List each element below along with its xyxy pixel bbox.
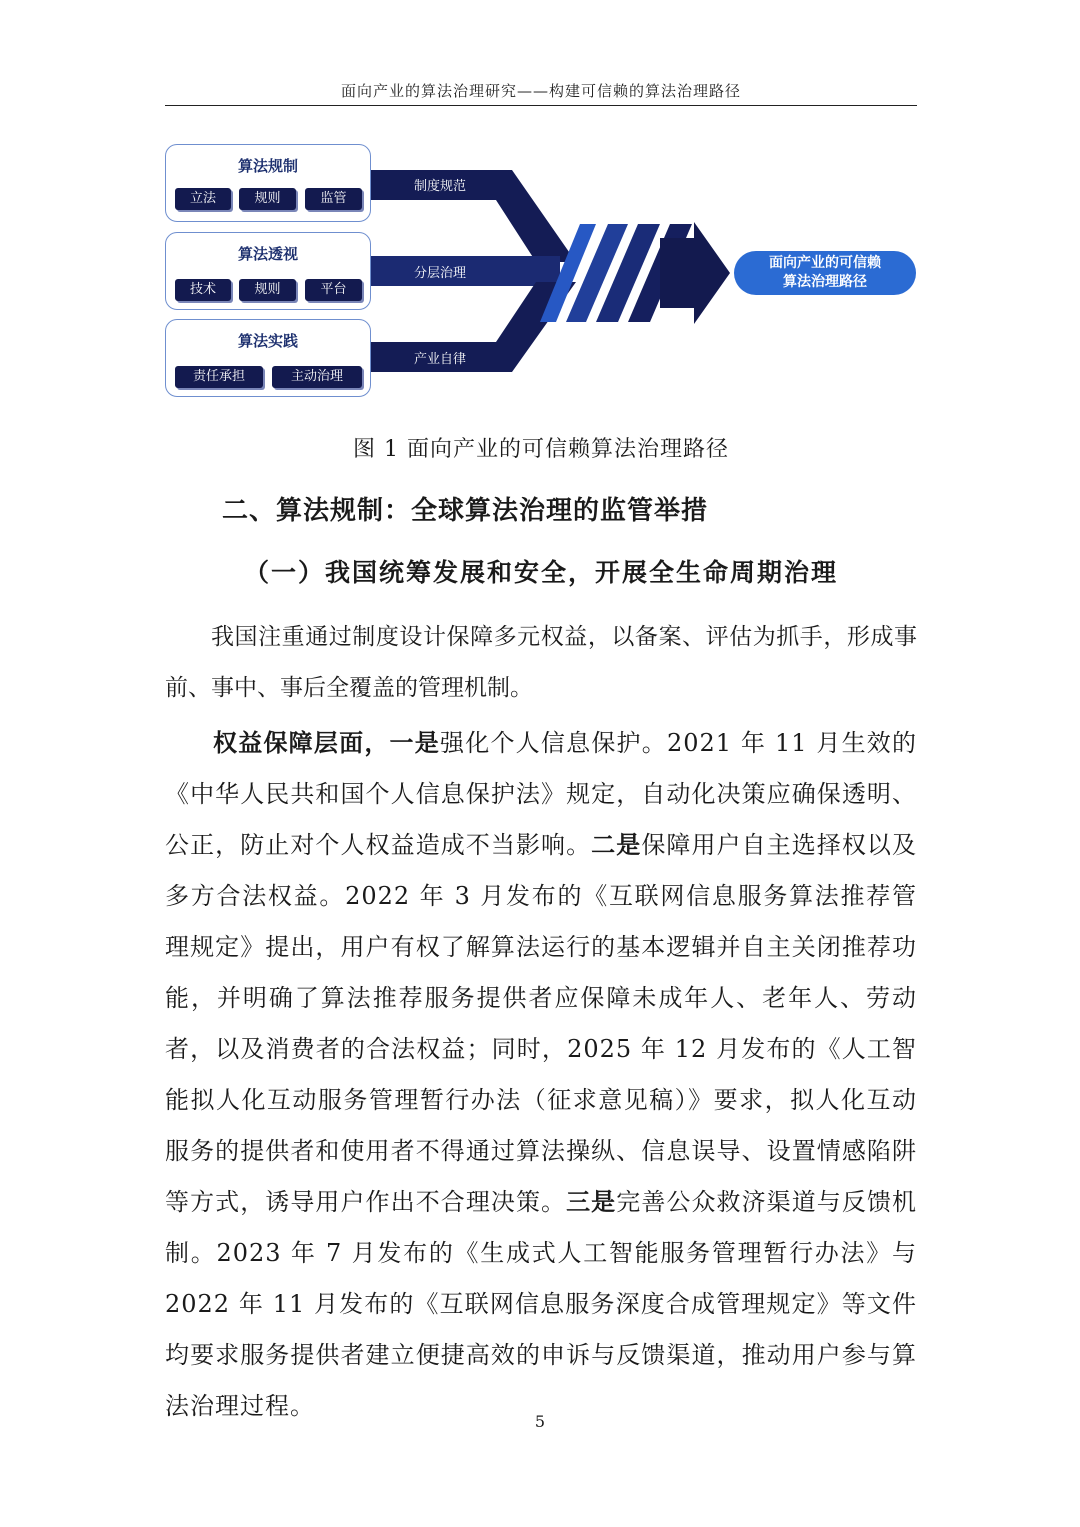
point-one-label: 一是 bbox=[389, 729, 440, 757]
governance-path-diagram bbox=[0, 0, 1080, 420]
point-three-text: 完善公众救济渠道与反馈机制。2023 年 7 月发布的《生成式人工智能服务管理暂行办法》与 2022 年 11 月发布的《互联网信息服务深度合成管理规定》等文件均要求服务提供者建立便捷高效的申诉与反馈渠道，推动用户参与算法治理过程。 bbox=[165, 1188, 918, 1420]
band-top bbox=[371, 170, 576, 262]
band-label-layered: 分层治理 bbox=[414, 266, 467, 281]
group-regulation-box bbox=[165, 144, 371, 222]
chip-rules: 规则 bbox=[239, 188, 296, 210]
chip-rules: 规则 bbox=[239, 279, 296, 301]
target-line-1: 面向产业的可信赖 bbox=[769, 255, 881, 271]
paragraph-intro: 我国注重通过制度设计保障多元权益，以备案、评估为抓手，形成事前、事中、事后全覆盖的管理机制。 bbox=[165, 624, 917, 701]
diagram-arrows bbox=[0, 0, 1080, 420]
band-bottom bbox=[371, 282, 576, 372]
paragraph-rights-protection bbox=[165, 718, 917, 1432]
subsection-title: （一）我国统筹发展和安全，开展全生命周期治理 bbox=[243, 558, 838, 587]
chip-technology: 技术 bbox=[175, 279, 231, 301]
target-pill bbox=[734, 251, 916, 295]
chip-platform: 平台 bbox=[305, 279, 362, 301]
target-line-2: 算法治理路径 bbox=[783, 274, 867, 290]
running-header: 面向产业的算法治理研究——构建可信赖的算法治理路径 bbox=[340, 82, 741, 100]
page-number: 5 bbox=[534, 1412, 546, 1431]
chip-accountability: 责任承担 bbox=[175, 366, 263, 388]
point-three-label: 三是 bbox=[566, 1188, 617, 1216]
lead-phrase: 权益保障层面， bbox=[213, 729, 390, 757]
chip-proactive-governance: 主动治理 bbox=[272, 366, 362, 388]
section-title: 二、算法规制：全球算法治理的监管举措 bbox=[222, 496, 709, 526]
point-two-label: 二是 bbox=[591, 831, 642, 859]
group-practice-box bbox=[165, 319, 371, 397]
figure-caption: 图 1 面向产业的可信赖算法治理路径 bbox=[353, 437, 729, 462]
point-one-text: 强化个人信息保护。2021 年 11 月生效的《中华人民共和国个人信息保护法》规定，自动化决策应确保透明、公正，防止对个人权益造成不当影响。 bbox=[165, 729, 918, 859]
point-two-text: 保障用户自主选择权以及多方合法权益。2022 年 3 月发布的《互联网信息服务算法推荐管理规定》提出，用户有权了解算法运行的基本逻辑并自主关闭推荐功能，并明确了算法推荐服务提供者应保障未成年人、老年人、劳动者，以及消费者的合法权益；同时，2025 年 12 月发布的《人工智能拟人化互动服务管理暂行办法（征求意见稿）》要求，拟人化互动服务的提供者和使用者不得通过算法操纵、信息误导、设置情感陷阱等方式，诱导用户作出不合理决策。 bbox=[165, 831, 918, 1216]
group-transparency-box bbox=[165, 232, 371, 310]
chip-legislation: 立法 bbox=[175, 188, 231, 210]
chip-supervision: 监管 bbox=[305, 188, 362, 210]
group-title: 算法规制 bbox=[237, 157, 298, 175]
band-label-self-discipline: 产业自律 bbox=[414, 352, 467, 367]
band-label-institutional: 制度规范 bbox=[414, 179, 467, 194]
group-title: 算法透视 bbox=[237, 245, 298, 263]
group-title: 算法实践 bbox=[237, 332, 298, 350]
